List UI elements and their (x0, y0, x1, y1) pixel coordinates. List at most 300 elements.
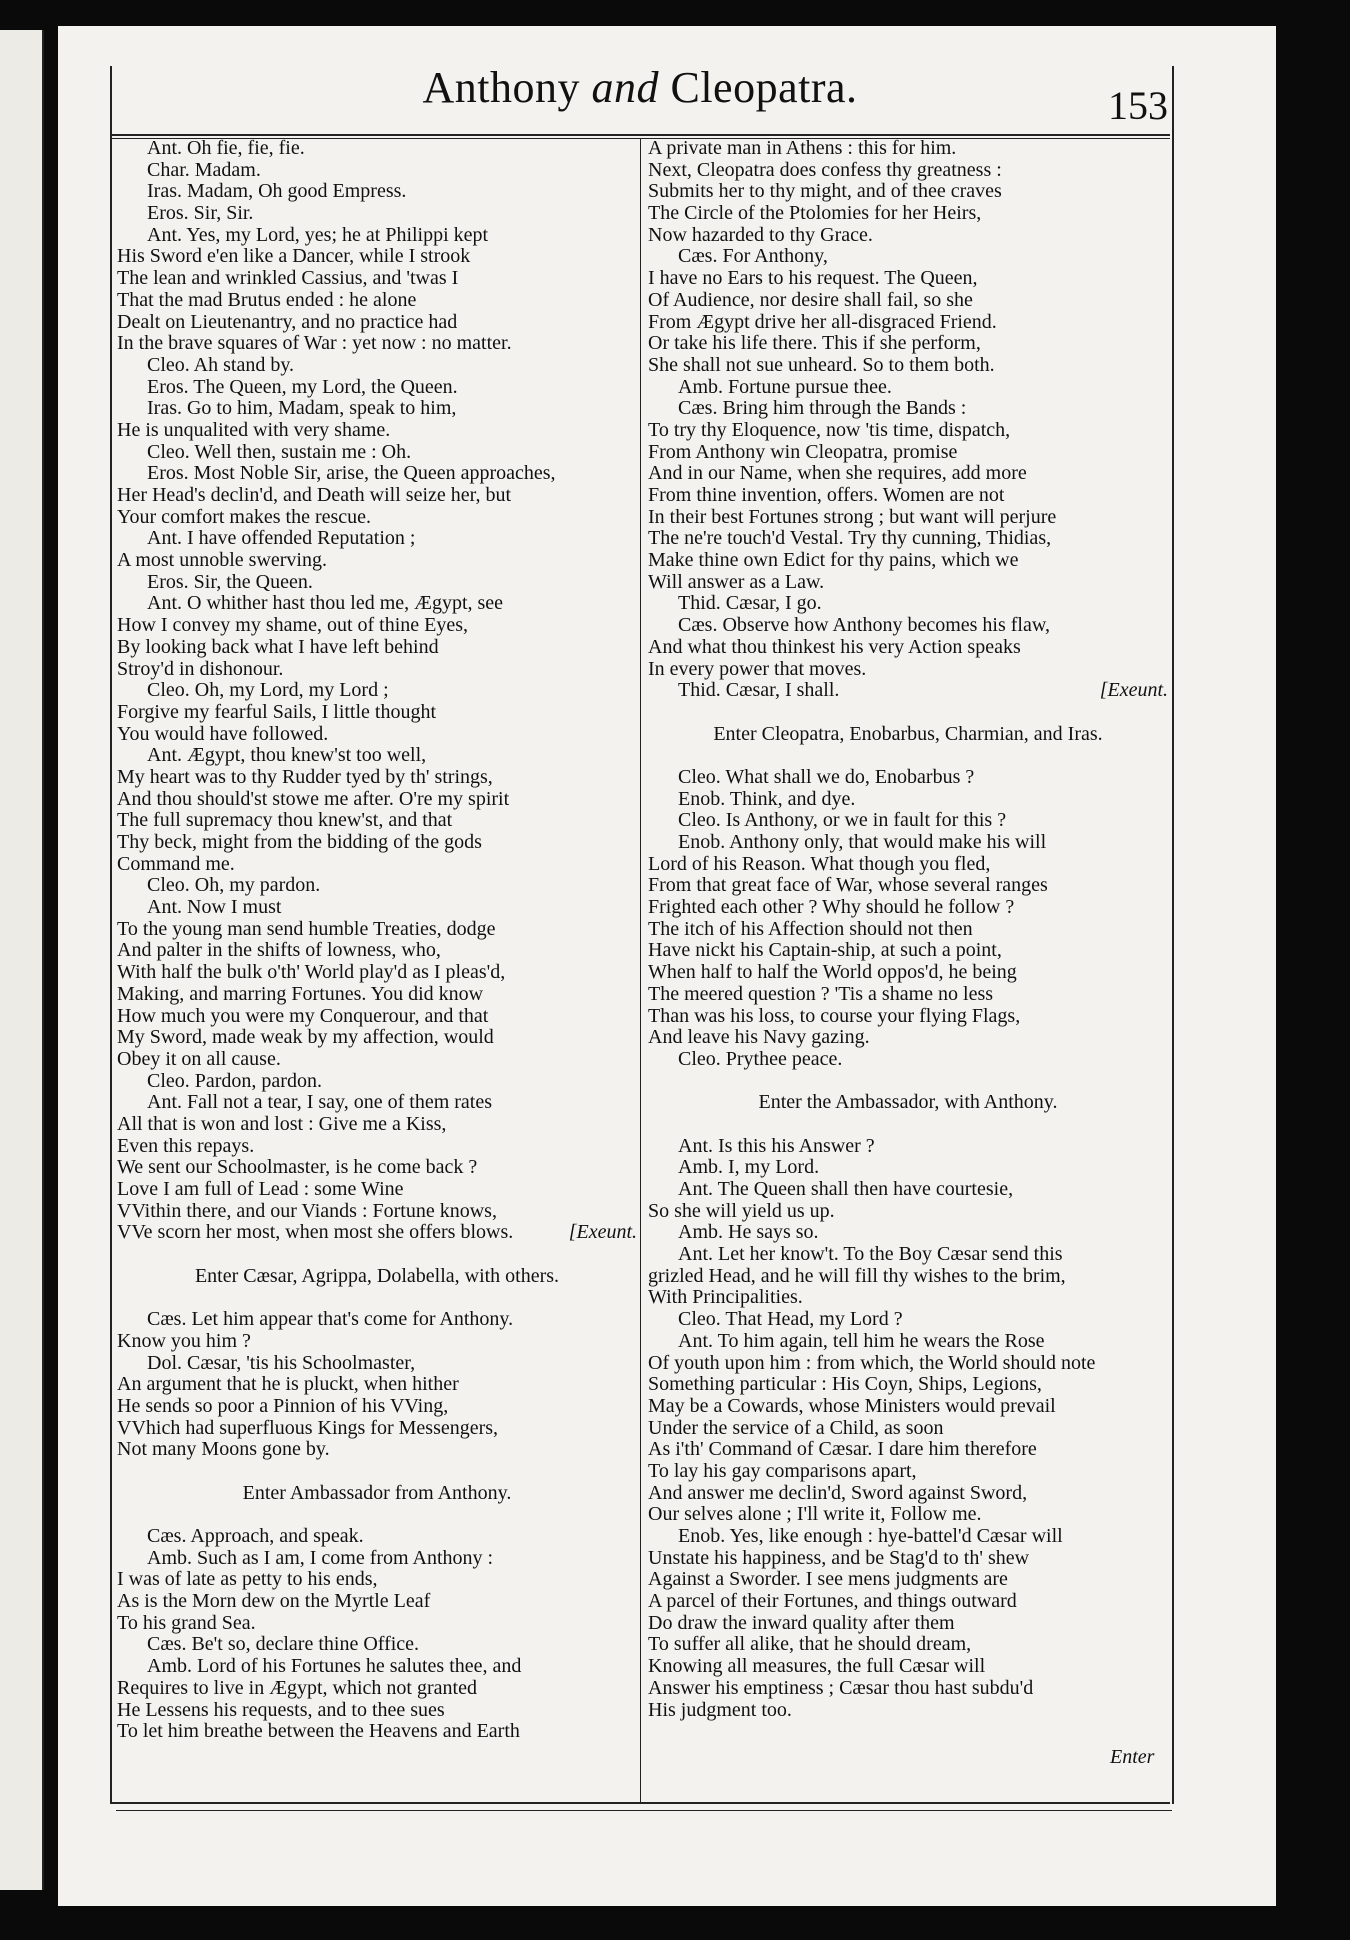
line-text: How I convey my shame, out of thine Eyes, (117, 614, 469, 637)
verse-line (648, 507, 1168, 529)
verse-line (648, 984, 1168, 1006)
line-text: An argument that he is pluckt, when hither (117, 1373, 459, 1396)
verse-line (648, 528, 1168, 550)
line-text: Making, and marring Fortunes. You did know (117, 982, 484, 1005)
exeunt-direction: [Exeunt. (568, 1221, 637, 1244)
line-text: From Ægypt drive her all-disgraced Friend. (648, 310, 997, 333)
title-part-2: Cleopatra. (658, 63, 858, 112)
verse-line (648, 1396, 1168, 1418)
line-text: Amb. Lord of his Fortunes he salutes thee, and (147, 1655, 522, 1678)
verse-line (648, 1634, 1168, 1656)
line-text: And thou should'st stowe me after. O're my spirit (117, 787, 510, 810)
line-text: Ant. I have offended Reputation ; (147, 527, 416, 550)
line-text: Your comfort makes the rescue. (117, 505, 372, 528)
running-title (360, 62, 920, 113)
verse-line (117, 1049, 637, 1071)
line-text: VVithin there, and our Viands : Fortune knows, (117, 1199, 497, 1222)
verse-line (648, 550, 1168, 572)
line-text: Than was his loss, to course your flying Flags, (648, 1004, 1021, 1027)
line-text: All that is won and lost : Give me a Kiss, (117, 1112, 447, 1135)
line-gap (117, 1504, 637, 1526)
line-text: Eros. The Queen, my Lord, the Queen. (147, 375, 458, 398)
line-text: Against a Sworder. I see mens judgments are (648, 1568, 1008, 1591)
verse-line (117, 225, 637, 247)
verse-line (648, 1331, 1168, 1353)
verse-line (117, 1613, 637, 1635)
verse-line (648, 897, 1168, 919)
verse-line (648, 1266, 1168, 1288)
line-text: Ant. Yes, my Lord, yes; he at Philippi kept (147, 223, 489, 246)
line-text: The meered question ? 'Tis a shame no less (648, 982, 994, 1005)
verse-line (117, 1353, 637, 1375)
line-text: The ne're touch'd Vestal. Try thy cunning, Thidias, (648, 527, 1052, 550)
line-text: Iras. Go to him, Madam, speak to him, (147, 397, 457, 420)
verse-line (648, 1309, 1168, 1331)
verse-line (117, 1027, 637, 1049)
line-text: Cleo. Oh, my pardon. (147, 874, 321, 897)
line-text: Ant. Let her know't. To the Boy Cæsar send this (678, 1243, 1063, 1266)
verse-line (648, 485, 1168, 507)
verse-line (117, 767, 637, 789)
verse-line (117, 984, 637, 1006)
verse-line (648, 1287, 1168, 1309)
verse-line (648, 832, 1168, 854)
line-text: Ant. Oh fie, fie, fie. (147, 137, 305, 159)
verse-line (117, 832, 637, 854)
line-text: Cleo. That Head, my Lord ? (678, 1308, 903, 1331)
verse-line (117, 1136, 637, 1158)
line-text: Or take his life there. This if she perform, (648, 332, 981, 355)
verse-line (117, 615, 637, 637)
line-text: My heart was to thy Rudder tyed by th' strings, (117, 765, 493, 788)
verse-line (117, 1569, 637, 1591)
line-text: Dol. Cæsar, 'tis his Schoolmaster, (147, 1351, 416, 1374)
verse-line (648, 615, 1168, 637)
verse-line (648, 1157, 1168, 1179)
line-text: Ant. Is this his Answer ? (678, 1134, 875, 1157)
verse-line (648, 442, 1168, 464)
line-text: From Anthony win Cleopatra, promise (648, 440, 958, 463)
verse-line (648, 1591, 1168, 1613)
footer-rule-inner (116, 1810, 1172, 1811)
verse-line (117, 1721, 637, 1743)
verse-line (117, 550, 637, 572)
verse-line (648, 312, 1168, 334)
verse-line (117, 593, 637, 615)
verse-line (648, 398, 1168, 420)
verse-line (117, 1526, 637, 1548)
verse-line (117, 463, 637, 485)
verse-line (648, 1006, 1168, 1028)
verse-line (648, 1222, 1168, 1244)
line-text: As is the Morn dew on the Myrtle Leaf (117, 1590, 431, 1613)
verse-line (648, 1374, 1168, 1396)
line-text: Ant. Ægypt, thou knew'st too well, (147, 744, 427, 767)
line-text: Ant. Fall not a tear, I say, one of them rates (147, 1091, 493, 1114)
line-gap (648, 1071, 1168, 1093)
line-text: When half to half the World oppos'd, he being (648, 961, 1017, 984)
verse-line (117, 160, 637, 182)
line-text: Thid. Cæsar, I go. (678, 592, 822, 615)
verse-line (117, 138, 637, 160)
verse-line (648, 810, 1168, 832)
verse-line (117, 312, 637, 334)
line-text: Not many Moons gone by. (117, 1438, 330, 1461)
verse-line (117, 1418, 637, 1440)
line-text: Lord of his Reason. What though you fled, (648, 852, 991, 875)
stage-direction (648, 724, 1168, 746)
verse-line (117, 1331, 637, 1353)
line-text: Make thine own Edict for thy pains, which we (648, 549, 1019, 572)
line-text: Cæs. Let him appear that's come for Anthony. (147, 1308, 514, 1331)
verse-line (648, 1678, 1168, 1700)
line-text: Cæs. Observe how Anthony becomes his flaw, (678, 614, 1050, 637)
verse-line (648, 160, 1168, 182)
verse-line (117, 246, 637, 268)
line-text: Cleo. Ah stand by. (147, 353, 295, 376)
line-text: My Sword, made weak by my affection, would (117, 1026, 494, 1049)
line-text: Amb. Fortune pursue thee. (678, 375, 892, 398)
verse-line (648, 593, 1168, 615)
line-text: Cæs. Bring him through the Bands : (678, 397, 967, 420)
line-text: Char. Madam. (147, 158, 261, 181)
verse-line (648, 854, 1168, 876)
verse-line (117, 290, 637, 312)
verse-line (648, 875, 1168, 897)
line-text: Requires to live in Ægypt, which not granted (117, 1676, 477, 1699)
line-text: Now hazarded to thy Grace. (648, 223, 873, 246)
line-text: His judgment too. (648, 1698, 792, 1721)
line-text: To suffer all alike, that he should dream, (648, 1633, 972, 1656)
line-text: Cleo. Pardon, pardon. (147, 1069, 322, 1092)
line-text: And answer me declin'd, Sword against Sword, (648, 1481, 1028, 1504)
stage-direction (117, 1483, 637, 1505)
verse-line (648, 1700, 1168, 1722)
verse-line (648, 789, 1168, 811)
line-text: A parcel of their Fortunes, and things outward (648, 1590, 1017, 1613)
verse-line (648, 659, 1168, 681)
right-column (648, 138, 1168, 1721)
verse-line (648, 1049, 1168, 1071)
verse-line (648, 1439, 1168, 1461)
line-text: His Sword e'en like a Dancer, while I strook (117, 245, 471, 268)
verse-line (117, 940, 637, 962)
line-text: Cleo. Prythee peace. (678, 1047, 843, 1070)
verse-line (648, 246, 1168, 268)
stage-direction (648, 1092, 1168, 1114)
verse-line (117, 702, 637, 724)
line-text: Cæs. For Anthony, (678, 245, 828, 268)
catchword: Enter (1110, 1746, 1155, 1768)
line-text: She shall not sue unheard. So to them both. (648, 353, 995, 376)
line-text: Cleo. Well then, sustain me : Oh. (147, 440, 412, 463)
line-text: With Principalities. (648, 1286, 803, 1309)
line-gap (117, 1244, 637, 1266)
line-text: And leave his Navy gazing. (648, 1026, 870, 1049)
line-text: Cleo. Oh, my Lord, my Lord ; (147, 679, 389, 702)
verse-line (117, 962, 637, 984)
line-gap (117, 1287, 637, 1309)
line-text: I was of late as petty to his ends, (117, 1568, 378, 1591)
line-text: By looking back what I have left behind (117, 635, 439, 658)
verse-line (648, 268, 1168, 290)
line-text: Eros. Sir, Sir. (147, 202, 254, 225)
verse-line (648, 1504, 1168, 1526)
line-text: We sent our Schoolmaster, is he come back ? (117, 1156, 478, 1179)
verse-line (648, 637, 1168, 659)
verse-line (648, 420, 1168, 442)
verse-line (648, 1613, 1168, 1635)
verse-line (117, 810, 637, 832)
line-text: Knowing all measures, the full Cæsar will (648, 1655, 986, 1678)
line-text: Answer his emptiness ; Cæsar thou hast subdu'd (648, 1676, 1034, 1699)
verse-line (117, 919, 637, 941)
line-text: From thine invention, offers. Women are not (648, 484, 1005, 506)
line-text: Forgive my fearful Sails, I little thought (117, 700, 437, 723)
verse-line (117, 1179, 637, 1201)
line-text: From that great face of War, whose several ranges (648, 874, 1048, 897)
verse-line (117, 1374, 637, 1396)
verse-line (117, 897, 637, 919)
line-text: Thy beck, might from the bidding of the gods (117, 831, 482, 853)
verse-line (117, 1439, 637, 1461)
line-text: How much you were my Conquerour, and that (117, 1004, 489, 1027)
verse-line (648, 1244, 1168, 1266)
line-text: Amb. He says so. (678, 1221, 819, 1244)
verse-line (117, 1071, 637, 1093)
line-text: To try thy Eloquence, now 'tis time, dispatch, (648, 418, 1011, 441)
facing-page-edge (0, 30, 44, 1890)
verse-line (117, 1396, 637, 1418)
line-text: Her Head's declin'd, and Death will seize her, but (117, 484, 512, 506)
line-text: Enter Cleopatra, Enobarbus, Charmian, and Iras. (713, 722, 1103, 745)
line-text: As i'th' Command of Cæsar. I dare him therefore (648, 1438, 1037, 1461)
verse-line (648, 572, 1168, 594)
verse-line (117, 507, 637, 529)
line-text: With half the bulk o'th' World play'd as I pleas'd, (117, 961, 506, 984)
line-text: To his grand Sea. (117, 1611, 256, 1634)
line-text: Obey it on all cause. (117, 1047, 281, 1070)
verse-line (648, 1548, 1168, 1570)
line-text: Cæs. Be't so, declare thine Office. (147, 1633, 420, 1656)
line-text: A most unnoble swerving. (117, 549, 327, 572)
verse-line (117, 789, 637, 811)
verse-line (648, 290, 1168, 312)
verse-line (648, 225, 1168, 247)
line-text: The full supremacy thou knew'st, and that (117, 809, 453, 832)
line-text: The itch of his Affection should not then (648, 917, 973, 940)
exeunt-direction: [Exeunt. (1099, 679, 1168, 702)
line-text: Frighted each other ? Why should he follow ? (648, 896, 1015, 919)
verse-line (117, 1309, 637, 1331)
line-text: Ant. O whither hast thou led me, Ægypt, see (147, 592, 504, 615)
verse-line (117, 1634, 637, 1656)
verse-line (117, 854, 637, 876)
verse-line (648, 181, 1168, 203)
line-text: Of youth upon him : from which, the World should note (648, 1351, 1096, 1374)
verse-line (648, 919, 1168, 941)
line-text: Enob. Think, and dye. (678, 787, 856, 810)
line-text: That the mad Brutus ended : he alone (117, 288, 417, 311)
verse-line (117, 203, 637, 225)
line-text: Something particular : His Coyn, Ships, Legions, (648, 1373, 1042, 1396)
verse-line (117, 528, 637, 550)
line-text: Do draw the inward quality after them (648, 1611, 955, 1634)
line-text: Enob. Anthony only, that would make his will (678, 831, 1047, 853)
line-text: You would have followed. (117, 722, 329, 745)
verse-line (648, 138, 1168, 160)
verse-line (648, 1569, 1168, 1591)
line-text: And in our Name, when she requires, add more (648, 462, 1027, 485)
verse-line (648, 203, 1168, 225)
column-divider (640, 138, 641, 1802)
line-text: To the young man send humble Treaties, dodge (117, 917, 496, 940)
line-text: So she will yield us up. (648, 1199, 835, 1222)
line-gap (648, 1114, 1168, 1136)
line-text: Our selves alone ; I'll write it, Follow me. (648, 1503, 982, 1526)
line-text: Submits her to thy might, and of thee craves (648, 180, 1002, 203)
line-text: Amb. I, my Lord. (678, 1156, 820, 1179)
verse-line (648, 463, 1168, 485)
verse-line (648, 1418, 1168, 1440)
line-gap (648, 745, 1168, 767)
line-text: Cleo. Is Anthony, or we in fault for this ? (678, 809, 1007, 832)
line-text: In every power that moves. (648, 657, 867, 680)
line-text: Unstate his happiness, and be Stag'd to th' shew (648, 1546, 1030, 1569)
verse-line (117, 637, 637, 659)
verse-line (648, 1353, 1168, 1375)
verse-line (648, 940, 1168, 962)
verse-line (117, 377, 637, 399)
verse-line (117, 745, 637, 767)
line-text: Ant. The Queen shall then have courtesie, (678, 1178, 1014, 1200)
verse-line (648, 1461, 1168, 1483)
verse-line (648, 1027, 1168, 1049)
verse-line (117, 420, 637, 442)
verse-line (117, 1092, 637, 1114)
verse-line (117, 572, 637, 594)
verse-line (117, 1222, 637, 1244)
verse-line (117, 1548, 637, 1570)
verse-line (648, 1179, 1168, 1201)
line-text: Love I am full of Lead : some Wine (117, 1178, 404, 1200)
verse-line (648, 962, 1168, 984)
line-text: And what thou thinkest his very Action speaks (648, 635, 1021, 658)
line-text: VVe scorn her most, when most she offers blows. (117, 1221, 514, 1244)
verse-line (117, 659, 637, 681)
line-text: grizled Head, and he will fill thy wishes to the brim, (648, 1264, 1066, 1287)
verse-line (648, 680, 1168, 702)
verse-line (117, 1678, 637, 1700)
line-text: Enter Ambassador from Anthony. (242, 1481, 512, 1504)
verse-line (117, 1006, 637, 1028)
line-text: Stroy'd in dishonour. (117, 657, 284, 680)
line-text: May be a Cowards, whose Ministers would prevail (648, 1394, 1056, 1417)
verse-line (648, 1656, 1168, 1678)
line-text: Enter Cæsar, Agrippa, Dolabella, with others. (194, 1264, 560, 1287)
verse-line (648, 767, 1168, 789)
line-text: And palter in the shifts of lowness, who, (117, 939, 441, 962)
title-part-1: Anthony (422, 63, 592, 112)
line-text: In the brave squares of War : yet now : no matter. (117, 332, 512, 355)
verse-line (117, 333, 637, 355)
line-text: Eros. Most Noble Sir, arise, the Queen approaches, (147, 462, 556, 485)
header-rule (110, 134, 1170, 136)
verse-line (117, 724, 637, 746)
left-column (117, 138, 637, 1743)
verse-line (648, 333, 1168, 355)
line-text: Amb. Such as I am, I come from Anthony : (147, 1546, 494, 1569)
line-text: He sends so poor a Pinnion of his VVing, (117, 1394, 449, 1417)
verse-line (648, 377, 1168, 399)
verse-line (117, 398, 637, 420)
line-text: Have nickt his Captain-ship, at such a point, (648, 939, 1002, 962)
line-text: Cleo. What shall we do, Enobarbus ? (678, 765, 975, 788)
verse-line (117, 680, 637, 702)
line-text: Dealt on Lieutenantry, and no practice had (117, 310, 458, 333)
verse-line (117, 1114, 637, 1136)
verse-line (117, 355, 637, 377)
verse-line (648, 1201, 1168, 1223)
line-text: Cæs. Approach, and speak. (147, 1525, 364, 1547)
verse-line (117, 1700, 637, 1722)
verse-line (648, 1526, 1168, 1548)
page-number: 153 (1108, 83, 1168, 128)
line-gap (117, 1461, 637, 1483)
verse-line (648, 1483, 1168, 1505)
line-text: Under the service of a Child, as soon (648, 1416, 944, 1439)
line-text: Enob. Yes, like enough : hye-battel'd Cæsar will (678, 1525, 1063, 1547)
footer-rule (110, 1802, 1170, 1804)
title-and: and (591, 63, 659, 112)
line-text: Of Audience, nor desire shall fail, so she (648, 288, 973, 311)
stage-direction (117, 1266, 637, 1288)
verse-line (117, 181, 637, 203)
line-text: I have no Ears to his request. The Queen, (648, 267, 978, 290)
verse-line (648, 1136, 1168, 1158)
verse-line (117, 485, 637, 507)
line-text: Enter the Ambassador, with Anthony. (758, 1091, 1058, 1114)
line-text: Next, Cleopatra does confess thy greatness : (648, 158, 1002, 181)
line-text: The lean and wrinkled Cassius, and 'twas I (117, 267, 459, 290)
line-text: Iras. Madam, Oh good Empress. (147, 180, 407, 203)
line-text: Ant. Now I must (147, 896, 282, 919)
line-text: Know you him ? (117, 1329, 251, 1352)
line-text: Ant. To him again, tell him he wears the Rose (678, 1329, 1045, 1352)
line-text: Eros. Sir, the Queen. (147, 570, 313, 593)
verse-line (117, 268, 637, 290)
line-text: Even this repays. (117, 1134, 255, 1157)
verse-line (117, 1656, 637, 1678)
line-gap (648, 702, 1168, 724)
verse-line (117, 442, 637, 464)
line-text: He is unqualited with very shame. (117, 418, 391, 441)
line-text: Will answer as a Law. (648, 570, 825, 593)
verse-line (117, 1201, 637, 1223)
line-text: He Lessens his requests, and to thee sues (117, 1698, 445, 1721)
line-text: The Circle of the Ptolomies for her Heirs, (648, 202, 982, 225)
verse-line (117, 1591, 637, 1613)
line-text: To let him breathe between the Heavens and Earth (117, 1720, 520, 1743)
verse-line (117, 1157, 637, 1179)
line-text: In their best Fortunes strong ; but want will perjure (648, 505, 1057, 528)
verse-line (117, 875, 637, 897)
line-text: Thid. Cæsar, I shall. (678, 679, 840, 702)
line-text: VVhich had superfluous Kings for Messengers, (117, 1416, 499, 1439)
verse-line (648, 355, 1168, 377)
line-text: To lay his gay comparisons apart, (648, 1459, 917, 1482)
line-text: A private man in Athens : this for him. (648, 137, 957, 159)
